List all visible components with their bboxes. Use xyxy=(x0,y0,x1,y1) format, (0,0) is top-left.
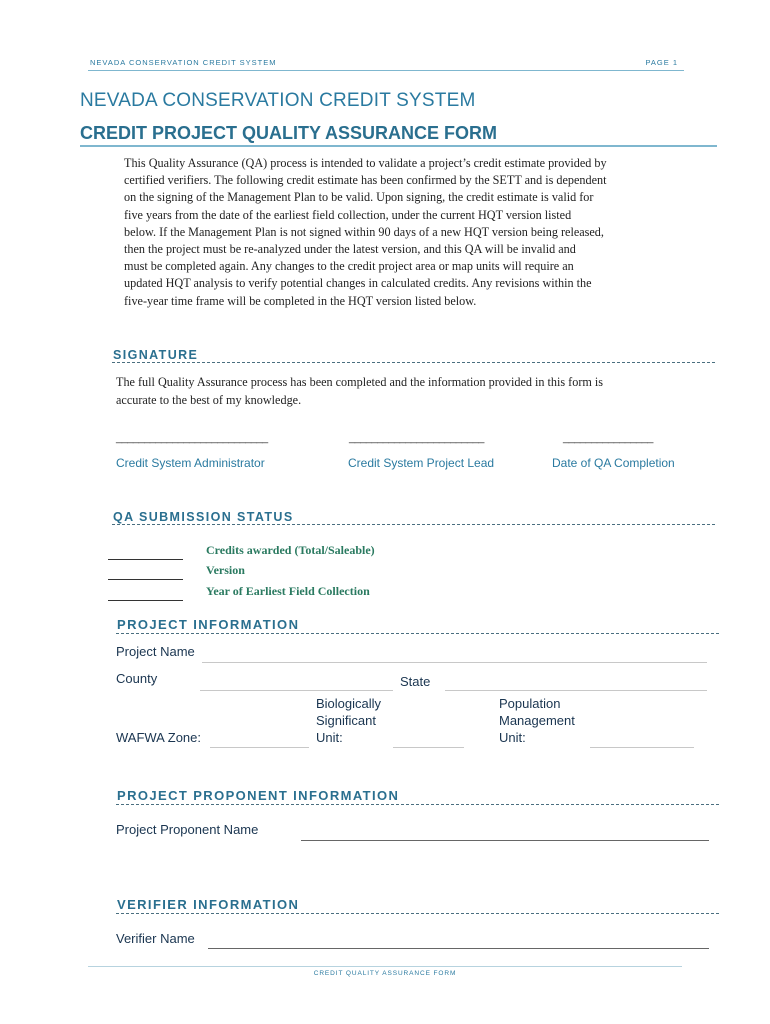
project-name-label: Project Name xyxy=(116,644,195,659)
bsu-label xyxy=(316,695,381,746)
qa-date-label: Date of QA Completion xyxy=(552,456,675,470)
state-input[interactable] xyxy=(445,690,707,691)
project-lead-signature-line[interactable]: ________________________ xyxy=(349,432,484,444)
intro-line: updated HQT analysis to verify potential changes in calculated credits. Any revisions within the xyxy=(124,276,592,291)
qa-status-heading: QA SUBMISSION STATUS xyxy=(113,510,294,524)
qa-date-line[interactable]: ________________ xyxy=(563,432,653,444)
intro-line: then the project must be re-analyzed under the latest version, and this QA will be invalid and xyxy=(124,242,576,257)
verifier-name-input[interactable] xyxy=(208,948,709,949)
administrator-label: Credit System Administrator xyxy=(116,456,265,470)
intro-paragraph xyxy=(124,155,672,310)
intro-line: five-year time frame will be completed in the HQT version listed below. xyxy=(124,293,477,308)
intro-line: on the signing of the Management Plan to be valid. Upon signing, the credit estimate is valid for xyxy=(124,190,594,205)
credits-awarded-blank[interactable] xyxy=(108,559,183,560)
intro-line: five years from the date of the earliest field collection, under the current HQT version listed xyxy=(124,207,572,222)
project-info-divider xyxy=(116,633,719,634)
footer-divider xyxy=(88,966,682,967)
running-footer: CREDIT QUALITY ASSURANCE FORM xyxy=(313,970,457,977)
proponent-divider xyxy=(116,804,719,805)
signature-statement-line: accurate to the best of my knowledge. xyxy=(116,392,302,407)
version-blank[interactable] xyxy=(108,579,183,580)
form-title: CREDIT PROJECT QUALITY ASSURANCE FORM xyxy=(80,123,498,143)
bsu-input[interactable] xyxy=(393,747,464,748)
county-input[interactable] xyxy=(200,690,393,691)
version-label: Version xyxy=(206,563,245,577)
state-label: State xyxy=(400,674,431,689)
field-collection-year-label: Year of Earliest Field Collection xyxy=(206,584,370,598)
page-number: PAGE 1 xyxy=(645,58,678,67)
signature-statement xyxy=(116,374,696,409)
verifier-divider xyxy=(116,913,719,914)
running-header-title: NEVADA CONSERVATION CREDIT SYSTEM xyxy=(90,58,277,67)
proponent-name-label: Project Proponent Name xyxy=(116,822,259,837)
qa-status-divider xyxy=(112,524,715,525)
proponent-heading: PROJECT PROPONENT INFORMATION xyxy=(117,788,400,803)
title-divider xyxy=(80,145,717,147)
credits-awarded-label: Credits awarded (Total/Saleable) xyxy=(206,543,375,557)
verifier-name-label: Verifier Name xyxy=(116,931,195,946)
document-title: NEVADA CONSERVATION CREDIT SYSTEM xyxy=(80,90,476,111)
bsu-label-line: Unit: xyxy=(316,730,343,745)
intro-line: certified verifiers. The following credit estimate has been confirmed by the SETT and is dependent xyxy=(124,173,607,188)
bsu-label-line: Significant xyxy=(316,713,376,728)
signature-heading: SIGNATURE xyxy=(113,348,199,362)
intro-line: must be completed again. Any changes to the credit project area or map units will require an xyxy=(124,259,574,274)
intro-line: below. If the Management Plan is not signed within 90 days of a new HQT version being released, xyxy=(124,224,604,239)
proponent-name-input[interactable] xyxy=(301,840,709,841)
county-label: County xyxy=(116,671,158,686)
pmu-label-line: Population xyxy=(499,696,561,711)
bsu-label-line: Biologically xyxy=(316,696,382,711)
pmu-label xyxy=(499,695,575,746)
verifier-heading: VERIFIER INFORMATION xyxy=(117,897,300,912)
wafwa-zone-label: WAFWA Zone: xyxy=(116,730,201,745)
pmu-input[interactable] xyxy=(590,747,694,748)
field-collection-year-blank[interactable] xyxy=(108,600,183,601)
project-name-input[interactable] xyxy=(202,662,707,663)
signature-divider xyxy=(112,362,715,363)
header-divider xyxy=(88,70,684,71)
intro-line: This Quality Assurance (QA) process is intended to validate a project’s credit estimate provided by xyxy=(124,156,607,170)
project-lead-label: Credit System Project Lead xyxy=(348,456,495,470)
wafwa-zone-input[interactable] xyxy=(210,747,309,748)
signature-statement-line: The full Quality Assurance process has been completed and the information provided in this form is xyxy=(116,375,604,389)
administrator-signature-line[interactable]: ___________________________ xyxy=(116,432,268,444)
pmu-label-line: Unit: xyxy=(499,730,526,745)
project-info-heading: PROJECT INFORMATION xyxy=(117,617,300,632)
pmu-label-line: Management xyxy=(499,713,575,728)
